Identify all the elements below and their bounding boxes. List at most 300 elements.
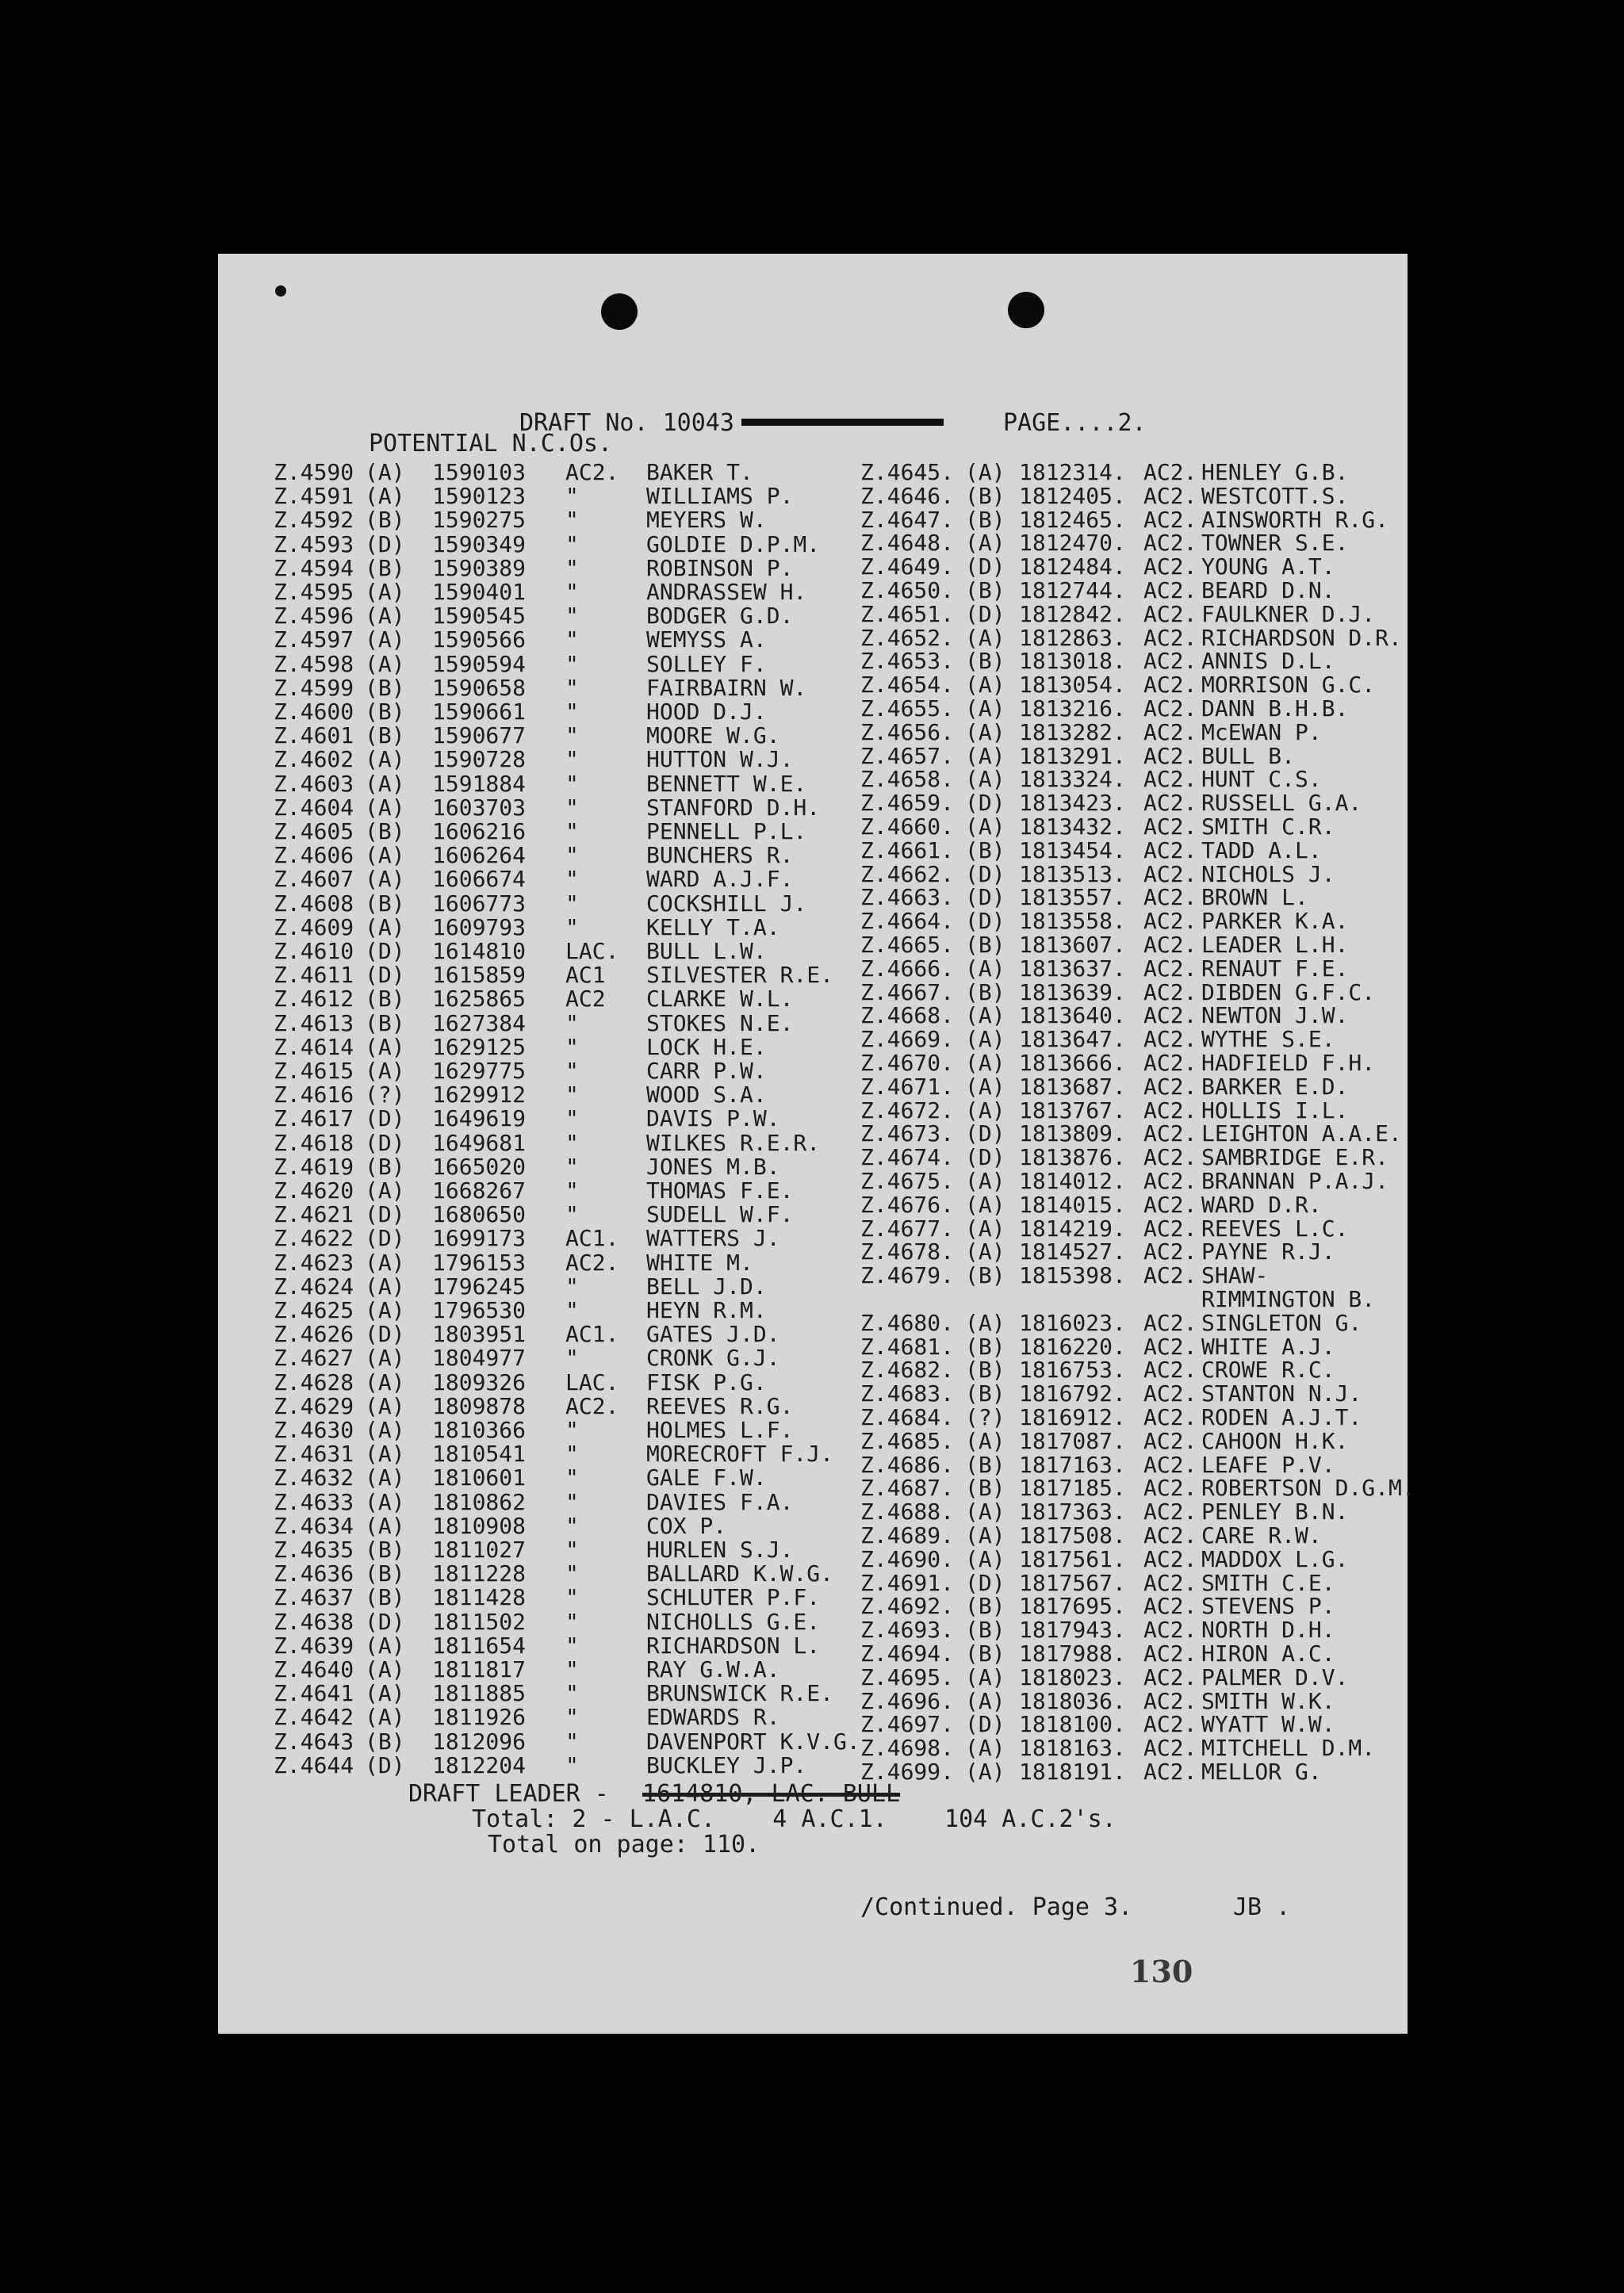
roster-grp: (B) (365, 890, 405, 917)
roster-grp: (B) (965, 1640, 1005, 1667)
roster-num: 1590349 (432, 530, 527, 557)
roster-no: Z.4642 (274, 1704, 354, 1731)
roster-no: Z.4658. (860, 766, 955, 793)
roster-num: 1813666. (1019, 1050, 1126, 1076)
roster-num: 1811926 (432, 1704, 527, 1731)
roster-name: DAVIS P.W. (646, 1105, 780, 1132)
roster-name: COCKSHILL J. (646, 890, 807, 917)
roster-num: 1809878 (432, 1392, 527, 1419)
roster-rank: AC2. (1143, 1759, 1197, 1785)
roster-num: 1813291. (1019, 742, 1126, 769)
roster-name: CARR P.W. (646, 1058, 767, 1084)
roster-grp: (B) (365, 1009, 405, 1036)
roster-name: BODGER G.D. (646, 603, 794, 630)
roster-num: 1629912 (432, 1081, 527, 1108)
roster-num: 1811228 (432, 1560, 527, 1587)
roster-num: 1606773 (432, 890, 527, 917)
roster-rank: AC2. (1143, 1711, 1197, 1738)
roster-num: 1603703 (432, 794, 527, 821)
roster-grp: (B) (965, 1593, 1005, 1620)
roster-rank: " (565, 554, 579, 581)
roster-name: HUTTON W.J. (646, 746, 794, 773)
roster-grp: (D) (365, 1201, 405, 1228)
roster-num: 1606216 (432, 818, 527, 844)
roster-rank: " (565, 1201, 579, 1228)
roster-grp: (B) (365, 1537, 405, 1563)
roster-no: Z.4591 (274, 483, 354, 510)
roster-no: Z.4619 (274, 1153, 354, 1180)
roster-name: NORTH D.H. (1201, 1617, 1335, 1644)
roster-name: SUDELL W.F. (646, 1201, 794, 1228)
roster-no: Z.4662. (860, 860, 955, 887)
roster-grp: (D) (965, 908, 1005, 935)
roster-no: Z.4616 (274, 1081, 354, 1108)
roster-grp: (A) (365, 1680, 405, 1707)
roster-no: Z.4643 (274, 1728, 354, 1755)
roster-grp: (A) (365, 1417, 405, 1443)
roster-name: MORRISON G.C. (1201, 672, 1376, 699)
roster-name: HOLMES L.F. (646, 1417, 794, 1443)
roster-no: Z.4661. (860, 836, 955, 863)
roster-name: GATES J.D. (646, 1321, 780, 1348)
roster-rank: " (565, 1273, 579, 1300)
roster-name: LOCK H.E. (646, 1033, 767, 1060)
roster-num: 1817185. (1019, 1475, 1126, 1502)
roster-no: Z.4611 (274, 962, 354, 989)
roster-rank: AC2. (1143, 790, 1197, 817)
roster-grp: (A) (965, 530, 1005, 557)
roster-rank: " (565, 1512, 579, 1539)
roster-grp: (A) (365, 1441, 405, 1468)
roster-rank: AC1 (565, 962, 606, 989)
roster-no: Z.4624 (274, 1273, 354, 1300)
roster-name: MELLOR G. (1201, 1759, 1322, 1785)
roster-rank: " (565, 1129, 579, 1156)
roster-num: 1810908 (432, 1512, 527, 1539)
roster-num: 1813637. (1019, 955, 1126, 982)
roster-no: Z.4604 (274, 794, 354, 821)
roster-no: Z.4654. (860, 672, 955, 699)
roster-name: BELL J.D. (646, 1273, 767, 1300)
roster-rank: AC2. (565, 1249, 619, 1276)
roster-no: Z.4640 (274, 1656, 354, 1682)
roster-no: Z.4680. (860, 1309, 955, 1336)
roster-name: AINSWORTH R.G. (1201, 506, 1389, 533)
roster-num: 1818191. (1019, 1759, 1126, 1785)
roster-no: Z.4623 (274, 1249, 354, 1276)
roster-name: PENLEY B.N. (1201, 1499, 1349, 1525)
roster-num: 1591884 (432, 770, 527, 797)
roster-no: Z.4593 (274, 530, 354, 557)
roster-no: Z.4600 (274, 699, 354, 725)
roster-num: 1665020 (432, 1153, 527, 1180)
roster-name: HURLEN S.J. (646, 1537, 794, 1563)
roster-num: 1810366 (432, 1417, 527, 1443)
roster-no: Z.4635 (274, 1537, 354, 1563)
roster-grp: (A) (965, 695, 1005, 722)
roster-no: Z.4634 (274, 1512, 354, 1539)
roster-name: ROBINSON P. (646, 554, 794, 581)
roster-no: Z.4612 (274, 986, 354, 1013)
roster-grp: (A) (365, 1177, 405, 1204)
roster-rank: LAC. (565, 1369, 619, 1395)
roster-num: 1811428 (432, 1584, 527, 1611)
roster-num: 1818036. (1019, 1687, 1126, 1714)
roster-grp: (A) (965, 1215, 1005, 1242)
roster-no: Z.4675. (860, 1168, 955, 1194)
roster-name: MITCHELL D.M. (1201, 1735, 1376, 1762)
roster-no: Z.4648. (860, 530, 955, 557)
roster-no: Z.4592 (274, 507, 354, 534)
roster-name: STANTON N.J. (1201, 1380, 1362, 1407)
roster-rank: AC2. (1143, 1593, 1197, 1620)
roster-name: FAULKNER D.J. (1201, 600, 1376, 627)
roster-num: 1629775 (432, 1058, 527, 1084)
roster-grp: (A) (365, 650, 405, 677)
roster-num: 1816753. (1019, 1357, 1126, 1384)
roster-no: Z.4686. (860, 1451, 955, 1478)
roster-rank: AC2. (1143, 1735, 1197, 1762)
roster-name: BENNETT W.E. (646, 770, 807, 797)
roster-grp: (A) (365, 1656, 405, 1682)
roster-rank: AC2. (1143, 506, 1197, 533)
roster-rank: AC2. (1143, 1215, 1197, 1242)
roster-name: RAY G.W.A. (646, 1656, 780, 1682)
roster-num: 1812863. (1019, 624, 1126, 651)
roster-grp: (A) (965, 1545, 1005, 1572)
roster-rank: " (565, 603, 579, 630)
roster-grp: (A) (965, 1427, 1005, 1454)
roster-no: Z.4595 (274, 579, 354, 605)
roster-rank: AC2. (1143, 1073, 1197, 1100)
roster-grp: (A) (965, 1191, 1005, 1218)
roster-no: Z.4687. (860, 1475, 955, 1502)
roster-name: RODEN A.J.T. (1201, 1404, 1362, 1430)
roster-no: Z.4614 (274, 1033, 354, 1060)
roster-rank: " (565, 1680, 579, 1707)
roster-grp: (D) (365, 1129, 405, 1156)
roster-rank: AC2. (1143, 1475, 1197, 1502)
roster-name: WESTCOTT.S. (1201, 482, 1349, 509)
roster-no: Z.4590 (274, 459, 354, 485)
roster-rank: AC2. (1143, 1144, 1197, 1171)
roster-no: Z.4606 (274, 842, 354, 869)
draft-leader-struck: 1614810, LAC. BULL (642, 1780, 901, 1808)
roster-name: COX P. (646, 1512, 727, 1539)
roster-rank: " (565, 1464, 579, 1491)
roster-name: HIRON A.C. (1201, 1640, 1335, 1667)
roster-rank: AC2. (1143, 1404, 1197, 1430)
document-page (218, 254, 1415, 2034)
roster-name: NICHOLLS G.E. (646, 1608, 821, 1635)
roster-name: DIBDEN G.F.C. (1201, 978, 1376, 1005)
roster-name: SILVESTER R.E. (646, 962, 834, 989)
roster-num: 1811654 (432, 1632, 527, 1659)
roster-no: Z.4622 (274, 1225, 354, 1252)
roster-grp: (D) (365, 1105, 405, 1132)
roster-num: 1614810 (432, 938, 527, 964)
roster-num: 1813647. (1019, 1026, 1126, 1053)
roster-rank: " (565, 746, 579, 773)
roster-num: 1629125 (432, 1033, 527, 1060)
roster-num: 1813640. (1019, 1002, 1126, 1029)
roster-no: Z.4659. (860, 790, 955, 817)
roster-name: WHITE M. (646, 1249, 753, 1276)
roster-name: WYATT W.W. (1201, 1711, 1335, 1738)
roster-name: LEIGHTON A.A.E. (1201, 1120, 1402, 1147)
roster-no: Z.4633 (274, 1488, 354, 1515)
roster-grp: (A) (965, 1687, 1005, 1714)
roster-no: Z.4678. (860, 1238, 955, 1265)
roster-num: 1817561. (1019, 1545, 1126, 1572)
roster-rank: AC2. (1143, 1380, 1197, 1407)
roster-num: 1817087. (1019, 1427, 1126, 1454)
roster-name: HOLLIS I.L. (1201, 1097, 1349, 1124)
roster-num: 1813513. (1019, 860, 1126, 887)
roster-no: Z.4674. (860, 1144, 955, 1171)
roster-rank: " (565, 674, 579, 701)
roster-num: 1680650 (432, 1201, 527, 1228)
roster-rank: AC2. (1143, 908, 1197, 935)
roster-no: Z.4636 (274, 1560, 354, 1587)
roster-no: Z.4684. (860, 1404, 955, 1430)
roster-name: PALMER D.V. (1201, 1663, 1349, 1690)
roster-no: Z.4621 (274, 1201, 354, 1228)
roster-num: 1813282. (1019, 718, 1126, 745)
roster-name: GALE F.W. (646, 1464, 767, 1491)
roster-num: 1615859 (432, 962, 527, 989)
roster-rank: AC2. (1143, 459, 1197, 485)
roster-grp: (A) (965, 459, 1005, 485)
roster-name: WILLIAMS P. (646, 483, 794, 510)
roster-num: 1817988. (1019, 1640, 1126, 1667)
roster-grp: (B) (365, 554, 405, 581)
roster-rank: AC2. (1143, 648, 1197, 675)
roster-num: 1818023. (1019, 1663, 1126, 1690)
roster-num: 1810601 (432, 1464, 527, 1491)
roster-name: ANDRASSEW H. (646, 579, 807, 605)
roster-num: 1590677 (432, 722, 527, 749)
roster-grp: (A) (965, 1002, 1005, 1029)
punch-hole (1008, 292, 1044, 328)
roster-num: 1813054. (1019, 672, 1126, 699)
roster-num: 1606674 (432, 866, 527, 893)
roster-grp: (B) (965, 1357, 1005, 1384)
roster-rank: " (565, 1153, 579, 1180)
roster-name: BAKER T. (646, 459, 753, 485)
roster-name: NICHOLS J. (1201, 860, 1335, 887)
roster-grp: (A) (965, 1663, 1005, 1690)
roster-grp: (B) (365, 1728, 405, 1755)
roster-num: 1813454. (1019, 836, 1126, 863)
roster-grp: (A) (365, 1033, 405, 1060)
roster-grp: (A) (365, 866, 405, 893)
roster-name: STEVENS P. (1201, 1593, 1335, 1620)
roster-no: Z.4683. (860, 1380, 955, 1407)
roster-grp: (B) (365, 1560, 405, 1587)
roster-name: YOUNG A.T. (1201, 553, 1335, 580)
roster-rank: " (565, 1656, 579, 1682)
roster-grp: (A) (365, 483, 405, 510)
roster-num: 1812465. (1019, 506, 1126, 533)
roster-name: MOORE W.G. (646, 722, 780, 749)
roster-no: Z.4698. (860, 1735, 955, 1762)
roster-rank: " (565, 722, 579, 749)
roster-no: Z.4653. (860, 648, 955, 675)
roster-rank: AC2. (1143, 672, 1197, 699)
roster-num: 1817163. (1019, 1451, 1126, 1478)
roster-rank: LAC. (565, 938, 619, 964)
total-on-page: Total on page: 110. (488, 1831, 760, 1859)
roster-name: FISK P.G. (646, 1369, 767, 1395)
roster-no: Z.4691. (860, 1569, 955, 1596)
roster-rank: AC2. (1143, 695, 1197, 722)
roster-grp: (B) (965, 1262, 1005, 1289)
roster-no: Z.4692. (860, 1593, 955, 1620)
roster-rank: " (565, 699, 579, 725)
punch-hole (601, 293, 638, 330)
roster-num: 1590658 (432, 674, 527, 701)
roster-no: Z.4665. (860, 932, 955, 958)
roster-grp: (D) (365, 962, 405, 989)
roster-num: 1817567. (1019, 1569, 1126, 1596)
roster-rank: AC2. (1143, 1687, 1197, 1714)
roster-name: BRANNAN P.A.J. (1201, 1168, 1389, 1194)
roster-num: 1796245 (432, 1273, 527, 1300)
roster-num: 1815398. (1019, 1262, 1126, 1289)
roster-num: 1625865 (432, 986, 527, 1013)
totals-line: Total: 2 - L.A.C. 4 A.C.1. 104 A.C.2's. (472, 1805, 1116, 1833)
roster-num: 1813557. (1019, 884, 1126, 911)
roster-rank: " (565, 1058, 579, 1084)
roster-rank: " (565, 1728, 579, 1755)
roster-grp: (A) (965, 1522, 1005, 1548)
roster-grp: (A) (965, 813, 1005, 840)
roster-num: 1816220. (1019, 1333, 1126, 1360)
roster-grp: (D) (965, 884, 1005, 911)
roster-grp: (B) (965, 1333, 1005, 1360)
roster-rank: AC2. (1143, 1663, 1197, 1690)
roster-num: 1809326 (432, 1369, 527, 1395)
roster-rank: AC2. (1143, 1451, 1197, 1478)
roster-num: 1811885 (432, 1680, 527, 1707)
roster-name: SMITH C.E. (1201, 1569, 1335, 1596)
roster-name: BRUNSWICK R.E. (646, 1680, 834, 1707)
roster-num: 1812405. (1019, 482, 1126, 509)
roster-name: HUNT C.S. (1201, 766, 1322, 793)
roster-num: 1590661 (432, 699, 527, 725)
roster-rank: AC2. (1143, 1120, 1197, 1147)
roster-rank: AC2. (1143, 1026, 1197, 1053)
roster-rank: " (565, 1105, 579, 1132)
roster-no: Z.4671. (860, 1073, 955, 1100)
roster-num: 1699173 (432, 1225, 527, 1252)
roster-num: 1812842. (1019, 600, 1126, 627)
roster-name: SAMBRIDGE E.R. (1201, 1144, 1389, 1171)
roster-grp: (A) (365, 770, 405, 797)
roster-grp: (B) (965, 482, 1005, 509)
roster-num: 1816023. (1019, 1309, 1126, 1336)
roster-rank: " (565, 483, 579, 510)
roster-num: 1803951 (432, 1321, 527, 1348)
roster-num: 1590594 (432, 650, 527, 677)
roster-rank: AC1. (565, 1321, 619, 1348)
roster-name: RUSSELL G.A. (1201, 790, 1362, 817)
roster-rank: " (565, 507, 579, 534)
roster-rank: AC2 (565, 986, 606, 1013)
roster-grp: (A) (365, 1392, 405, 1419)
roster-grp: (B) (365, 722, 405, 749)
roster-rank: AC2. (565, 1392, 619, 1419)
roster-no: Z.4660. (860, 813, 955, 840)
roster-grp: (B) (365, 818, 405, 844)
roster-name: SINGLETON G. (1201, 1309, 1362, 1336)
roster-num: 1817363. (1019, 1499, 1126, 1525)
roster-no: Z.4690. (860, 1545, 955, 1572)
roster-grp: (D) (365, 1751, 405, 1778)
roster-name: REEVES R.G. (646, 1392, 794, 1419)
roster-grp: (A) (365, 1512, 405, 1539)
roster-num: 1817943. (1019, 1617, 1126, 1644)
roster-rank: AC2. (1143, 1640, 1197, 1667)
roster-num: 1816792. (1019, 1380, 1126, 1407)
roster-grp: (A) (965, 1050, 1005, 1076)
roster-no: Z.4597 (274, 626, 354, 653)
roster-rank: " (565, 842, 579, 869)
roster-grp: (B) (965, 1617, 1005, 1644)
roster-rank: " (565, 579, 579, 605)
roster-no: Z.4617 (274, 1105, 354, 1132)
roster-name: SOLLEY F. (646, 650, 767, 677)
roster-num: 1813216. (1019, 695, 1126, 722)
roster-no: Z.4645. (860, 459, 955, 485)
roster-name: WEMYSS A. (646, 626, 767, 653)
roster-name: LEADER L.H. (1201, 932, 1349, 958)
roster-grp: (B) (965, 648, 1005, 675)
roster-num: 1812204 (432, 1751, 527, 1778)
roster-name: SHAW- (1201, 1262, 1269, 1289)
roster-no: Z.4699. (860, 1759, 955, 1785)
roster-grp: (B) (965, 1475, 1005, 1502)
roster-no: Z.4646. (860, 482, 955, 509)
roster-grp: (B) (365, 699, 405, 725)
roster-grp: (B) (365, 674, 405, 701)
roster-num: 1811027 (432, 1537, 527, 1563)
roster-rank: AC2. (1143, 742, 1197, 769)
roster-num: 1590401 (432, 579, 527, 605)
roster-rank: AC2. (565, 459, 619, 485)
roster-grp: (A) (965, 1309, 1005, 1336)
roster-name: CLARKE W.L. (646, 986, 794, 1013)
roster-name: BEARD D.N. (1201, 577, 1335, 603)
roster-grp: (A) (365, 1488, 405, 1515)
roster-name: FAIRBAIRN W. (646, 674, 807, 701)
roster-rank: AC2. (1143, 1545, 1197, 1572)
roster-name: KELLY T.A. (646, 913, 780, 940)
roster-grp: (B) (965, 577, 1005, 603)
roster-num: 1812744. (1019, 577, 1126, 603)
roster-name: MADDOX L.G. (1201, 1545, 1349, 1572)
roster-num: 1796153 (432, 1249, 527, 1276)
roster-no: Z.4664. (860, 908, 955, 935)
roster-grp: (D) (365, 938, 405, 964)
roster-grp: (B) (965, 932, 1005, 958)
roster-rank: AC2. (1143, 884, 1197, 911)
typist-initials: JB . (1233, 1893, 1291, 1921)
roster-rank: " (565, 1632, 579, 1659)
roster-name: DAVIES F.A. (646, 1488, 794, 1515)
roster-grp: (B) (965, 506, 1005, 533)
